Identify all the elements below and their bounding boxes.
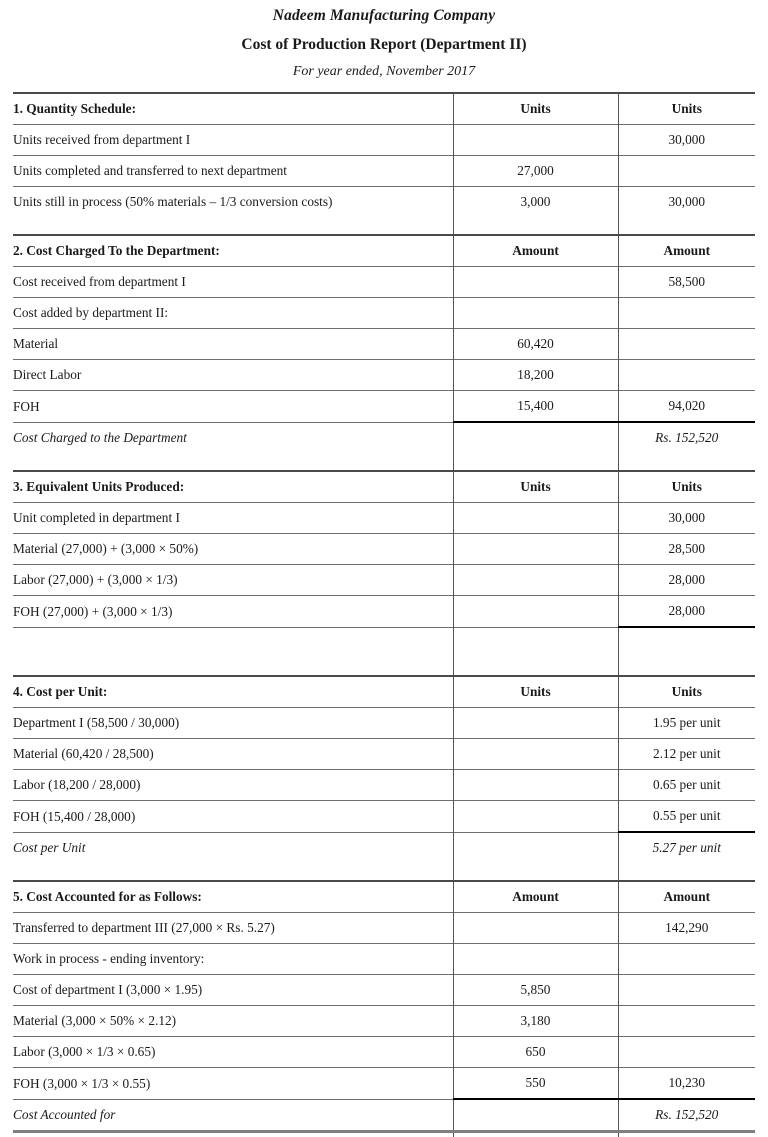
total-value-right: Rs. 152,520 <box>618 1099 755 1132</box>
row-value-right <box>618 944 755 975</box>
row-label: Transferred to department III (27,000 × Rs. 5.27) <box>13 913 453 944</box>
column-header-right: Amount <box>618 881 755 913</box>
section-heading: 3. Equivalent Units Produced: <box>13 471 453 503</box>
row-value-middle <box>453 770 618 801</box>
table-row <box>13 739 755 770</box>
table-row <box>13 125 755 156</box>
report-title: Cost of Production Report (Department II) <box>13 24 755 53</box>
table-row <box>13 503 755 534</box>
row-value-middle <box>453 267 618 298</box>
column-header-right: Units <box>618 471 755 503</box>
column-header-middle: Amount <box>453 881 618 913</box>
row-value-middle <box>453 596 618 628</box>
section-header-row <box>13 881 755 913</box>
row-label: Cost added by department II: <box>13 298 453 329</box>
section-total-row <box>13 627 755 658</box>
section-spacer-row <box>13 453 755 471</box>
row-value-right <box>618 975 755 1006</box>
section-spacer-row <box>13 217 755 235</box>
section-total-row <box>13 422 755 453</box>
row-value-right <box>618 1037 755 1068</box>
row-value-middle <box>453 801 618 833</box>
table-row <box>13 770 755 801</box>
row-value-right: 2.12 per unit <box>618 739 755 770</box>
row-label: FOH (15,400 / 28,000) <box>13 801 453 833</box>
total-value-middle <box>453 422 618 453</box>
row-label: Direct Labor <box>13 360 453 391</box>
table-row <box>13 298 755 329</box>
table-row <box>13 801 755 833</box>
table-row <box>13 187 755 218</box>
document-title-block <box>13 0 755 79</box>
table-row <box>13 565 755 596</box>
row-label: Unit completed in department I <box>13 503 453 534</box>
total-label <box>13 627 453 658</box>
table-row <box>13 913 755 944</box>
spacer-desc <box>13 863 453 881</box>
row-value-right: 30,000 <box>618 187 755 218</box>
row-label: FOH (27,000) + (3,000 × 1/3) <box>13 596 453 628</box>
row-label: Department I (58,500 / 30,000) <box>13 708 453 739</box>
table-row <box>13 329 755 360</box>
row-label: Work in process - ending inventory: <box>13 944 453 975</box>
spacer-mid <box>453 217 618 235</box>
report-period: For year ended, November 2017 <box>13 52 755 79</box>
total-value-middle <box>453 1099 618 1132</box>
section-header-row <box>13 676 755 708</box>
closing-right <box>618 1132 755 1137</box>
row-label: Labor (18,200 / 28,000) <box>13 770 453 801</box>
total-label: Cost Accounted for <box>13 1099 453 1132</box>
section-header-row <box>13 235 755 267</box>
section-header-row <box>13 93 755 125</box>
row-value-middle <box>453 125 618 156</box>
row-value-right: 30,000 <box>618 503 755 534</box>
spacer-right <box>618 453 755 471</box>
section-heading: 5. Cost Accounted for as Follows: <box>13 881 453 913</box>
row-value-right: 0.55 per unit <box>618 801 755 833</box>
section-heading: 2. Cost Charged To the Department: <box>13 235 453 267</box>
row-value-middle: 15,400 <box>453 391 618 423</box>
total-value-middle <box>453 627 618 658</box>
row-value-right: 28,500 <box>618 534 755 565</box>
table-row <box>13 156 755 187</box>
table-row <box>13 267 755 298</box>
row-value-middle <box>453 565 618 596</box>
section-spacer-row <box>13 658 755 676</box>
row-value-right: 28,000 <box>618 565 755 596</box>
row-value-right: 142,290 <box>618 913 755 944</box>
table-row <box>13 975 755 1006</box>
spacer-mid <box>453 863 618 881</box>
row-value-middle <box>453 944 618 975</box>
company-name: Nadeem Manufacturing Company <box>13 5 755 24</box>
row-label: Material <box>13 329 453 360</box>
section-total-row <box>13 1099 755 1132</box>
total-label: Cost per Unit <box>13 832 453 863</box>
row-label: Cost received from department I <box>13 267 453 298</box>
row-value-middle: 650 <box>453 1037 618 1068</box>
section-heading: 4. Cost per Unit: <box>13 676 453 708</box>
row-value-right: 30,000 <box>618 125 755 156</box>
column-header-right: Units <box>618 93 755 125</box>
table-row <box>13 1006 755 1037</box>
row-label: FOH (3,000 × 1/3 × 0.55) <box>13 1068 453 1100</box>
row-value-middle <box>453 739 618 770</box>
total-label: Cost Charged to the Department <box>13 422 453 453</box>
row-label: Units received from department I <box>13 125 453 156</box>
table-row <box>13 708 755 739</box>
row-value-middle <box>453 503 618 534</box>
row-value-middle <box>453 708 618 739</box>
row-label: FOH <box>13 391 453 423</box>
row-value-right: 28,000 <box>618 596 755 628</box>
total-value-middle <box>453 832 618 863</box>
column-header-right: Amount <box>618 235 755 267</box>
row-label: Labor (27,000) + (3,000 × 1/3) <box>13 565 453 596</box>
row-value-middle: 18,200 <box>453 360 618 391</box>
row-value-middle <box>453 913 618 944</box>
row-value-right: 10,230 <box>618 1068 755 1100</box>
spacer-desc <box>13 453 453 471</box>
section-spacer-row <box>13 863 755 881</box>
row-value-middle: 27,000 <box>453 156 618 187</box>
row-value-right <box>618 360 755 391</box>
spacer-right <box>618 658 755 676</box>
row-value-middle <box>453 298 618 329</box>
row-label: Material (3,000 × 50% × 2.12) <box>13 1006 453 1037</box>
row-value-right: 94,020 <box>618 391 755 423</box>
row-value-middle: 550 <box>453 1068 618 1100</box>
row-value-right <box>618 1006 755 1037</box>
column-header-middle: Units <box>453 676 618 708</box>
spacer-desc <box>13 658 453 676</box>
spacer-desc <box>13 217 453 235</box>
table-row <box>13 1068 755 1100</box>
row-value-middle: 3,180 <box>453 1006 618 1037</box>
row-label: Cost of department I (3,000 × 1.95) <box>13 975 453 1006</box>
table-row <box>13 1037 755 1068</box>
row-value-right: 0.65 per unit <box>618 770 755 801</box>
table-row <box>13 534 755 565</box>
closing-desc <box>13 1132 453 1137</box>
column-header-middle: Amount <box>453 235 618 267</box>
table-row <box>13 391 755 423</box>
row-value-right <box>618 156 755 187</box>
cost-of-production-table <box>13 92 755 1137</box>
table-row <box>13 360 755 391</box>
spacer-right <box>618 863 755 881</box>
row-value-middle <box>453 534 618 565</box>
row-label: Material (27,000) + (3,000 × 50%) <box>13 534 453 565</box>
column-header-middle: Units <box>453 471 618 503</box>
table-row <box>13 596 755 628</box>
row-label: Units still in process (50% materials – 1/3 conversion costs) <box>13 187 453 218</box>
row-value-right <box>618 329 755 360</box>
total-value-right: Rs. 152,520 <box>618 422 755 453</box>
row-value-middle: 3,000 <box>453 187 618 218</box>
section-header-row <box>13 471 755 503</box>
row-label: Labor (3,000 × 1/3 × 0.65) <box>13 1037 453 1068</box>
row-value-right <box>618 298 755 329</box>
row-value-middle: 60,420 <box>453 329 618 360</box>
section-total-row <box>13 832 755 863</box>
total-value-right <box>618 627 755 658</box>
spacer-mid <box>453 453 618 471</box>
row-value-middle: 5,850 <box>453 975 618 1006</box>
section-heading: 1. Quantity Schedule: <box>13 93 453 125</box>
row-value-right: 58,500 <box>618 267 755 298</box>
table-row <box>13 944 755 975</box>
row-value-right: 1.95 per unit <box>618 708 755 739</box>
closing-mid <box>453 1132 618 1137</box>
column-header-middle: Units <box>453 93 618 125</box>
total-value-right: 5.27 per unit <box>618 832 755 863</box>
spacer-right <box>618 217 755 235</box>
column-header-right: Units <box>618 676 755 708</box>
statement-closing-rule <box>13 1132 755 1137</box>
row-label: Material (60,420 / 28,500) <box>13 739 453 770</box>
spacer-mid <box>453 658 618 676</box>
row-label: Units completed and transferred to next department <box>13 156 453 187</box>
